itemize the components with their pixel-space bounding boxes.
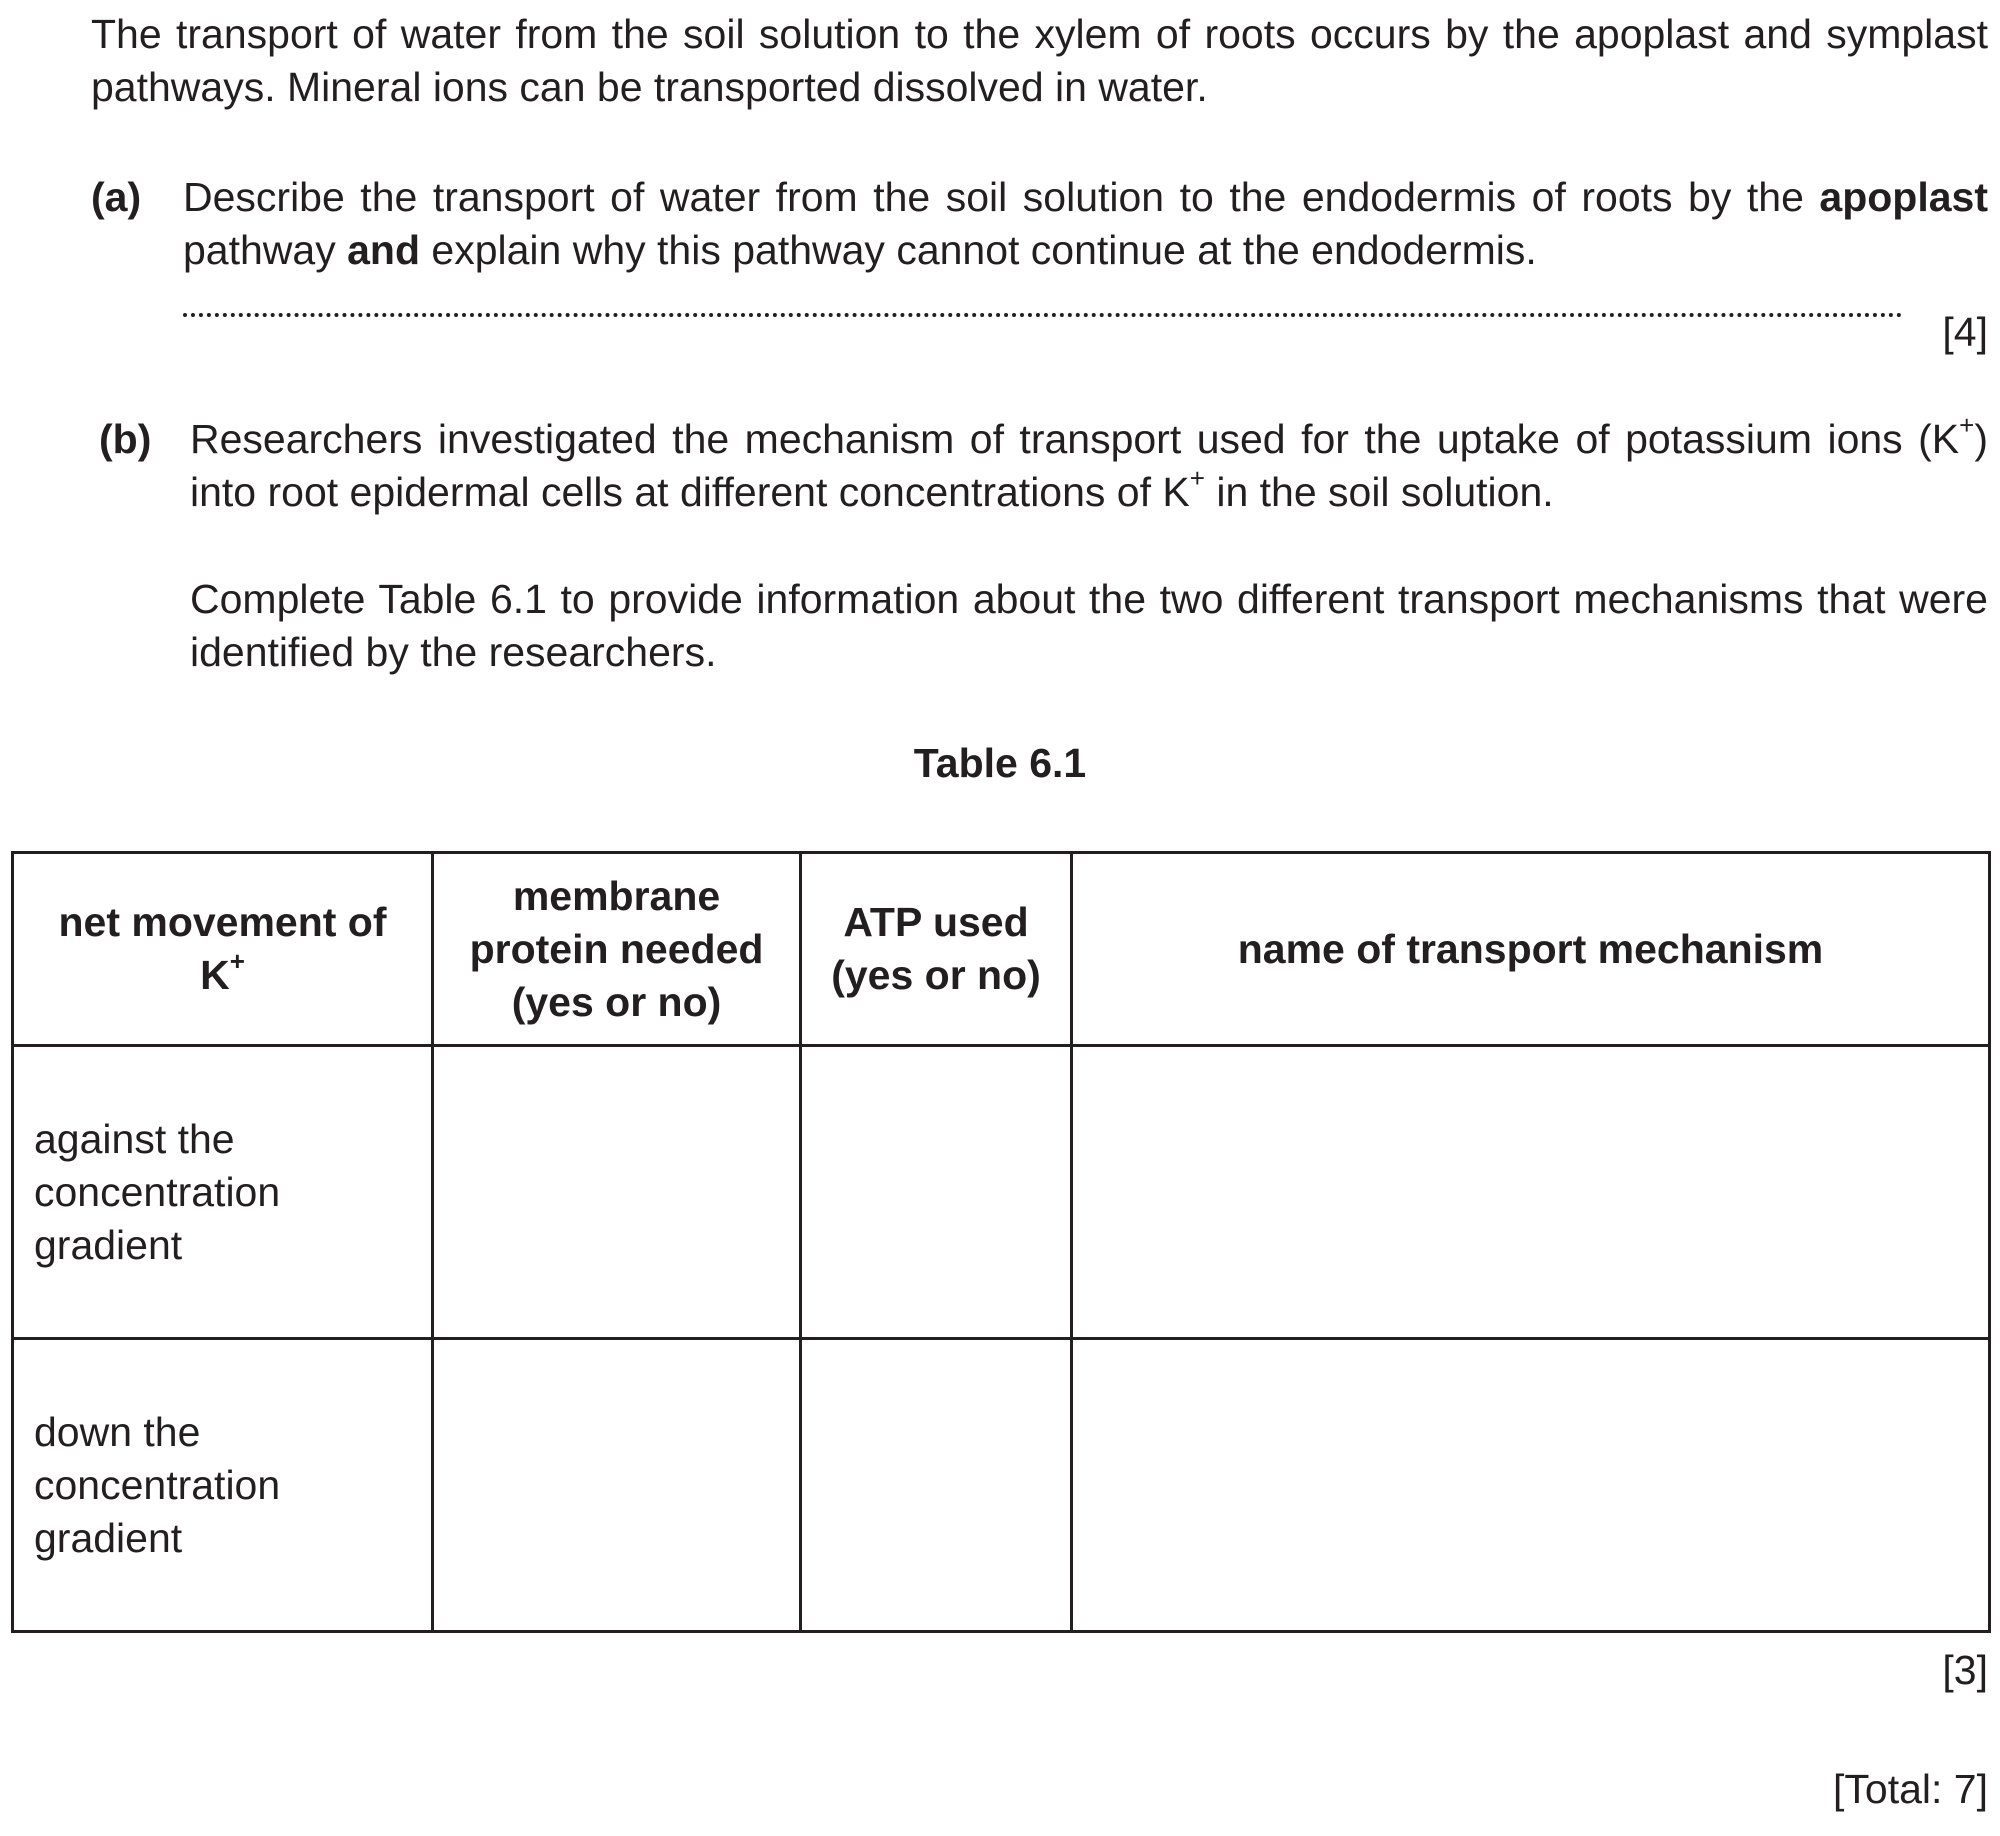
header-mechanism-name: name of transport mechanism	[1072, 853, 1990, 1046]
cell-atp-against[interactable]	[801, 1046, 1072, 1339]
part-a-label: (a)	[91, 174, 142, 220]
part-a-marks: [4]	[1942, 309, 1988, 355]
total-marks: [Total: 7]	[1833, 1766, 1988, 1812]
cell-protein-down[interactable]	[433, 1339, 801, 1632]
cell-movement-against: against the concentration gradient	[13, 1046, 433, 1339]
cell-mechanism-down[interactable]	[1072, 1339, 1990, 1632]
cell-movement-down: down the concentration gradient	[13, 1339, 433, 1632]
header-membrane-protein: membrane protein needed (yes or no)	[433, 853, 801, 1046]
part-b-question: Researchers investigated the mechanism of transport used for the uptake of potassium ions (K+) into root epidermal cells at different concentrations of K+ in the soil solution.	[190, 410, 1988, 515]
cell-atp-down[interactable]	[801, 1339, 1072, 1632]
part-b-marks: [3]	[1942, 1647, 1988, 1693]
table-row	[13, 1046, 1990, 1339]
part-b-instruction: Complete Table 6.1 to provide information about the two different transport mechanisms that were identified by the researchers.	[190, 576, 1988, 675]
emphasis-and: and	[347, 227, 421, 273]
table-header-row	[13, 853, 1990, 1046]
header-net-movement: net movement of K+	[13, 853, 433, 1046]
table-caption: Table 6.1	[913, 740, 1087, 786]
cell-mechanism-against[interactable]	[1072, 1046, 1990, 1339]
emphasis-apoplast: apoplast	[1819, 174, 1988, 220]
table-6-1	[11, 851, 1991, 1633]
part-a-answer-line[interactable]	[183, 313, 1903, 317]
part-a-question: Describe the transport of water from the soil solution to the endodermis of roots by the apoplast pathway and explain why this pathway cannot continue at the endodermis.	[183, 174, 1988, 273]
cell-protein-against[interactable]	[433, 1046, 801, 1339]
intro-text: The transport of water from the soil solution to the xylem of roots occurs by the apoplast and symplast pathways. Mineral ions can be transported dissolved in water.	[91, 11, 1988, 110]
header-atp-used: ATP used (yes or no)	[801, 853, 1072, 1046]
table-row	[13, 1339, 1990, 1632]
intro-paragraph	[91, 8, 1988, 114]
part-b-label: (b)	[99, 416, 152, 462]
